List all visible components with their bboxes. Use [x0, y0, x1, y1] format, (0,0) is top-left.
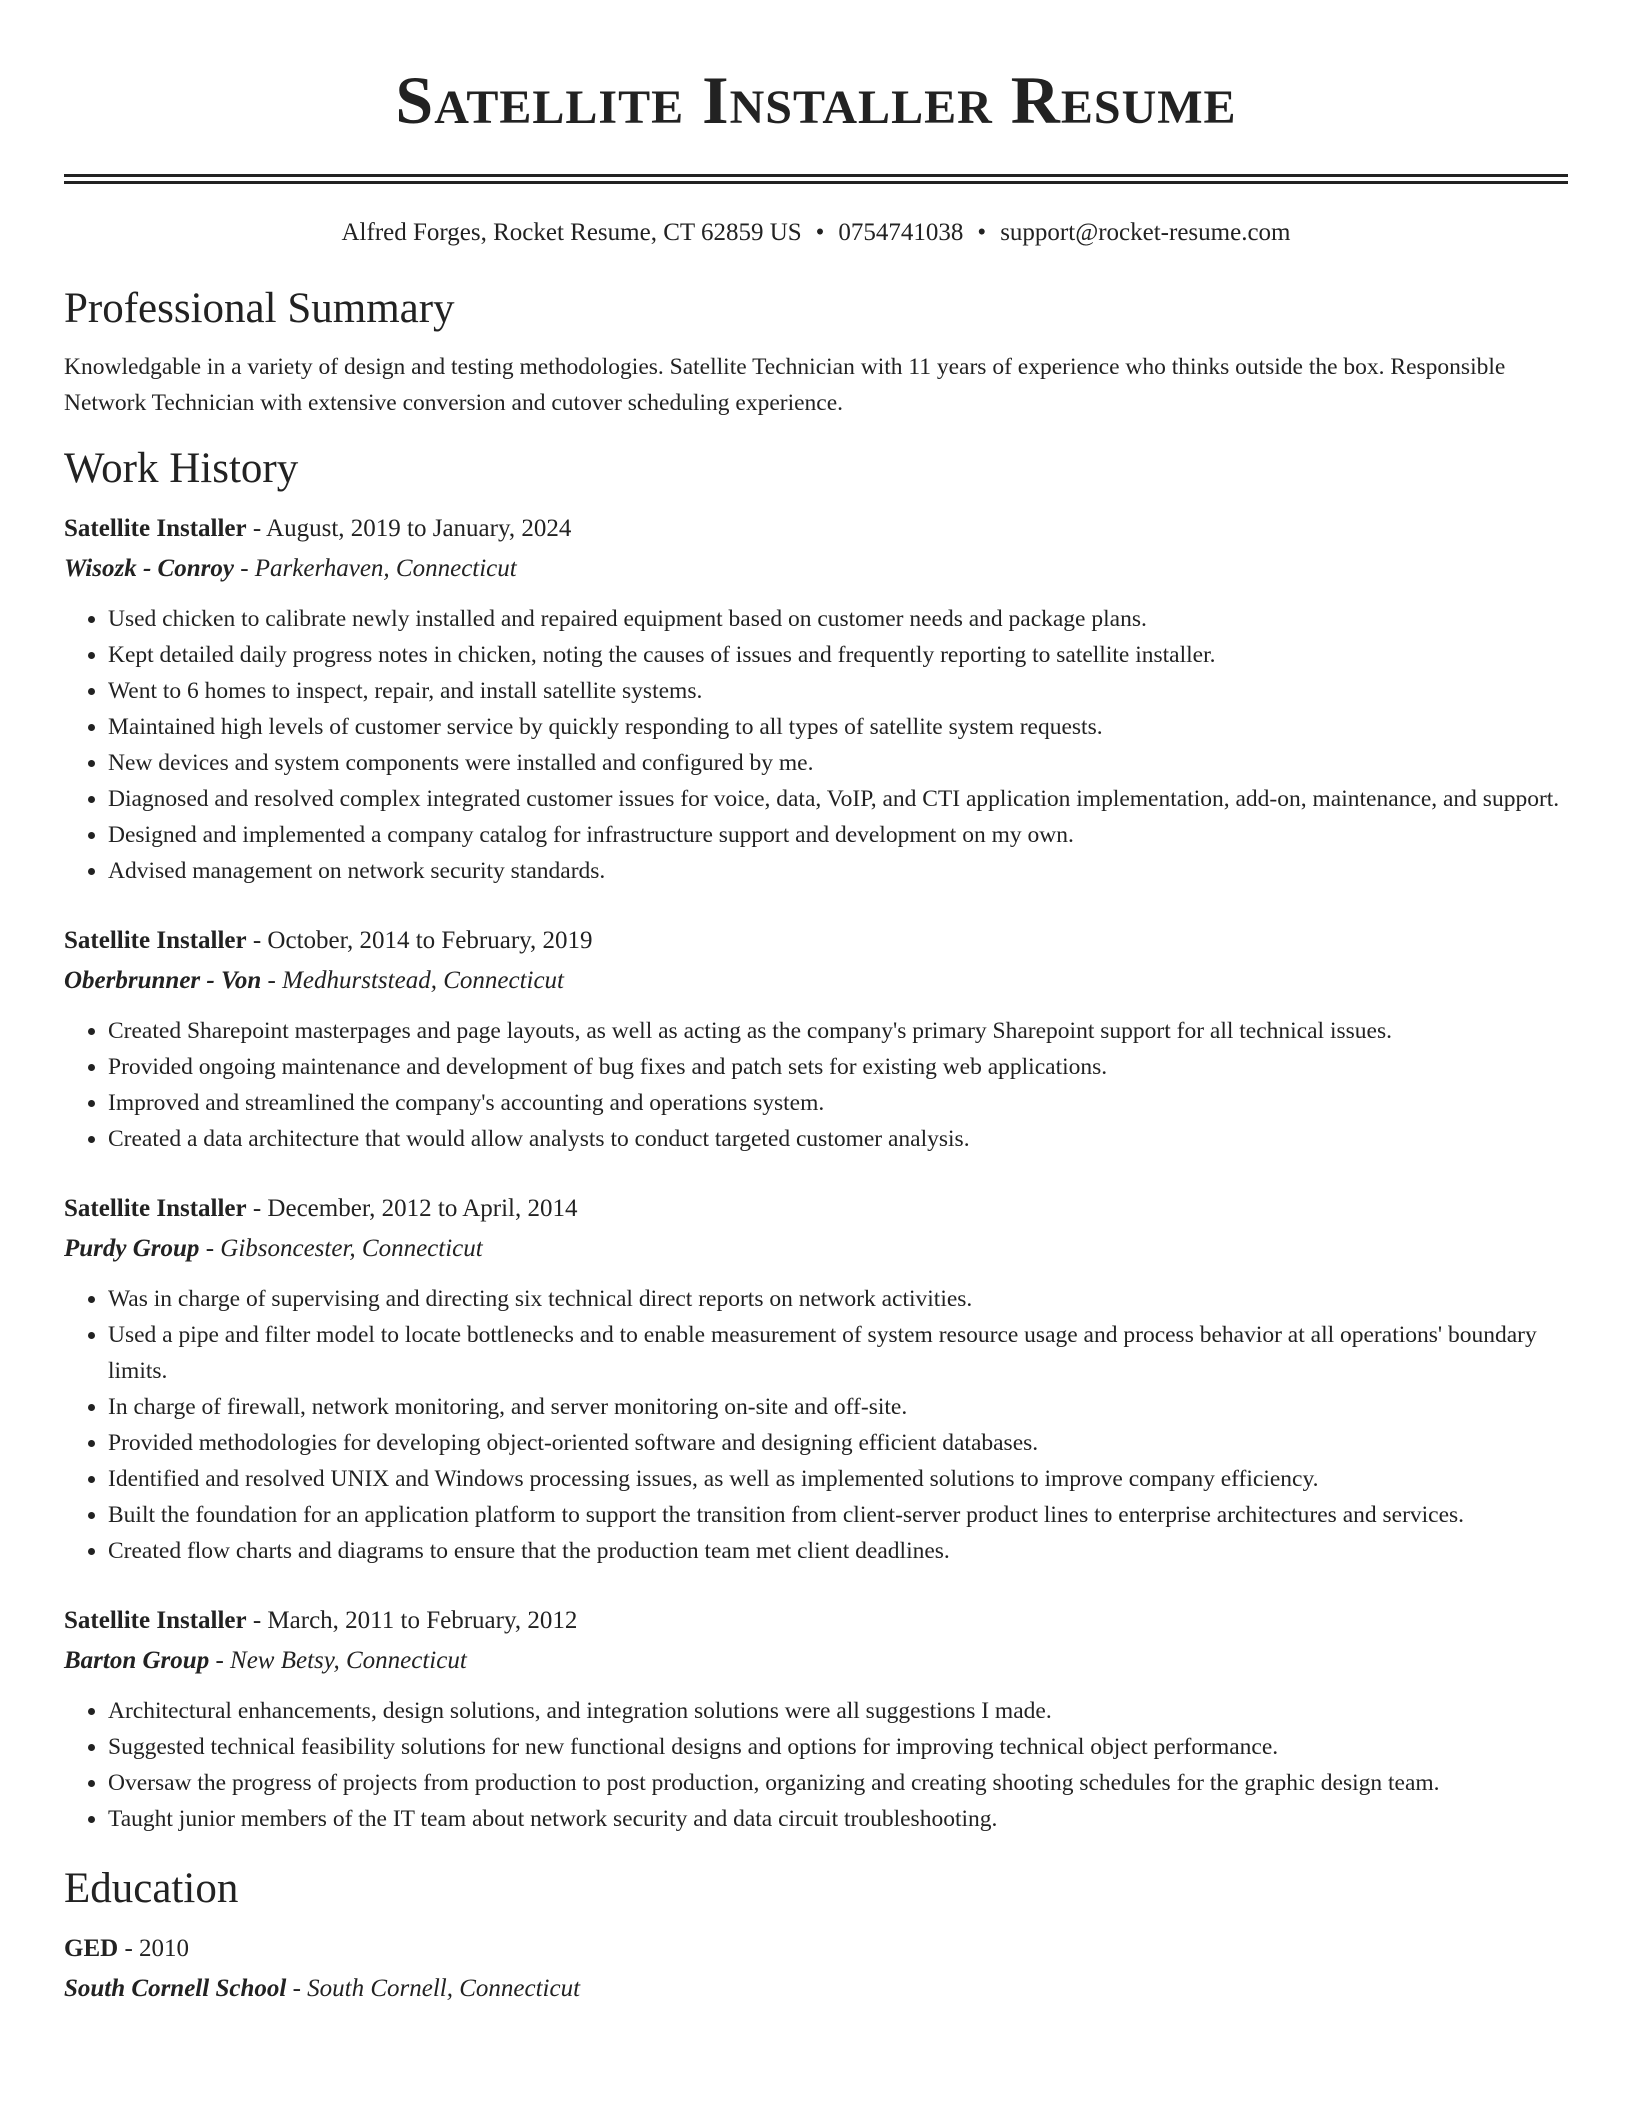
education-heading: Education	[64, 1865, 239, 1912]
job-title: Satellite Installer	[64, 1195, 247, 1222]
list-item: • Identified and resolved UNIX and Windows processing issues, as well as implemented solutions to improve company efficiency.	[108, 1461, 1568, 1497]
job-bullets	[64, 1013, 1568, 1157]
job-title: Satellite Installer	[64, 515, 247, 542]
contact-separator: •	[977, 219, 987, 246]
list-item: • Created flow charts and diagrams to ensure that the production team met client deadlines.	[108, 1533, 1568, 1569]
contact-email: support@rocket-resume.com	[1000, 219, 1291, 246]
title-double-rule	[64, 174, 1568, 184]
list-item: • Used a pipe and filter model to locate bottlenecks and to enable measurement of system resource usage and process behavior at all operations' boundary limits.	[108, 1317, 1568, 1389]
job-bullets	[64, 1281, 1568, 1569]
list-item: • Suggested technical feasibility solutions for new functional designs and options for improving technical object performance.	[108, 1729, 1568, 1765]
job-company-line	[64, 961, 1568, 1001]
contact-line	[64, 215, 1568, 251]
job-company: Oberbrunner - Von	[64, 967, 262, 994]
education-school-line	[64, 1969, 1568, 2009]
list-item: • Built the foundation for an application platform to support the transition from client-server product lines to enterprise architectures and services.	[108, 1497, 1568, 1533]
summary-heading: Professional Summary	[64, 285, 455, 332]
list-item: • Created Sharepoint masterpages and page layouts, as well as acting as the company's primary Sharepoint support for all technical issues.	[108, 1013, 1568, 1049]
job-title-line	[64, 1601, 1568, 1641]
job-entry	[64, 1189, 1568, 1569]
list-item: • Kept detailed daily progress notes in chicken, noting the causes of issues and frequently reporting to satellite installer.	[108, 637, 1568, 673]
job-entry	[64, 921, 1568, 1157]
job-location: - New Betsy, Connecticut	[209, 1647, 467, 1674]
summary-text: Knowledgable in a variety of design and testing methodologies. Satellite Technician with 11 years of experience who thinks outside the box. Responsible Network Technician with extensive conversion and cutover scheduling experience.	[64, 354, 1506, 416]
job-title: Satellite Installer	[64, 927, 247, 954]
list-item: • New devices and system components were installed and configured by me.	[108, 745, 1568, 781]
list-item: • Used chicken to calibrate newly installed and repaired equipment based on customer needs and package plans.	[108, 601, 1568, 637]
education-year: - 2010	[118, 1935, 190, 1962]
job-bullets	[64, 1693, 1568, 1837]
list-item: • Provided ongoing maintenance and development of bug fixes and patch sets for existing web applications.	[108, 1049, 1568, 1085]
education-degree-line	[64, 1929, 1568, 1969]
resume-title: Satellite Installer Resume	[395, 62, 1237, 138]
list-item: • Taught junior members of the IT team about network security and data circuit troubleshooting.	[108, 1801, 1568, 1837]
education-school: South Cornell School	[64, 1975, 287, 2002]
job-dates: - October, 2014 to February, 2019	[246, 927, 593, 954]
list-item: • In charge of firewall, network monitoring, and server monitoring on-site and off-site.	[108, 1389, 1568, 1425]
job-dates: - December, 2012 to April, 2014	[246, 1195, 578, 1222]
list-item: • Improved and streamlined the company's accounting and operations system.	[108, 1085, 1568, 1121]
contact-phone: 0754741038	[838, 219, 964, 246]
list-item: • Maintained high levels of customer service by quickly responding to all types of satellite system requests.	[108, 709, 1568, 745]
job-company: Wisozk - Conroy	[64, 555, 234, 582]
list-item: • Architectural enhancements, design solutions, and integration solutions were all suggestions I made.	[108, 1693, 1568, 1729]
job-location: - Parkerhaven, Connecticut	[233, 555, 517, 582]
job-title-line	[64, 1189, 1568, 1229]
contact-address: Alfred Forges, Rocket Resume, CT 62859 US	[341, 219, 802, 246]
list-item: • Created a data architecture that would allow analysts to conduct targeted customer analysis.	[108, 1121, 1568, 1157]
work-history-heading: Work History	[64, 445, 299, 492]
list-item: • Went to 6 homes to inspect, repair, and install satellite systems.	[108, 673, 1568, 709]
job-bullets	[64, 601, 1568, 889]
job-dates: - March, 2011 to February, 2012	[246, 1607, 578, 1634]
job-dates: - August, 2019 to January, 2024	[246, 515, 572, 542]
job-title: Satellite Installer	[64, 1607, 247, 1634]
list-item: • Diagnosed and resolved complex integrated customer issues for voice, data, VoIP, and CTI application implementation, add-on, maintenance, and support.	[108, 781, 1568, 817]
education-entry	[64, 1929, 1568, 2009]
job-company: Barton Group	[64, 1647, 210, 1674]
job-title-line	[64, 509, 1568, 549]
education-location: - South Cornell, Connecticut	[286, 1975, 581, 2002]
list-item: • Provided methodologies for developing object-oriented software and designing efficient databases.	[108, 1425, 1568, 1461]
job-company: Purdy Group	[64, 1235, 200, 1262]
education-degree: GED	[64, 1935, 119, 1962]
job-title-line	[64, 921, 1568, 961]
job-entry	[64, 1601, 1568, 1837]
contact-separator: •	[815, 219, 825, 246]
list-item: • Oversaw the progress of projects from production to post production, organizing and creating shooting schedules for the graphic design team.	[108, 1765, 1568, 1801]
list-item: • Was in charge of supervising and directing six technical direct reports on network activities.	[108, 1281, 1568, 1317]
list-item: • Advised management on network security standards.	[108, 853, 1568, 889]
job-location: - Medhurststead, Connecticut	[261, 967, 565, 994]
job-location: - Gibsoncester, Connecticut	[199, 1235, 483, 1262]
job-company-line	[64, 1641, 1568, 1681]
job-company-line	[64, 1229, 1568, 1269]
list-item: • Designed and implemented a company catalog for infrastructure support and development on my own.	[108, 817, 1568, 853]
job-entry	[64, 509, 1568, 889]
job-company-line	[64, 549, 1568, 589]
